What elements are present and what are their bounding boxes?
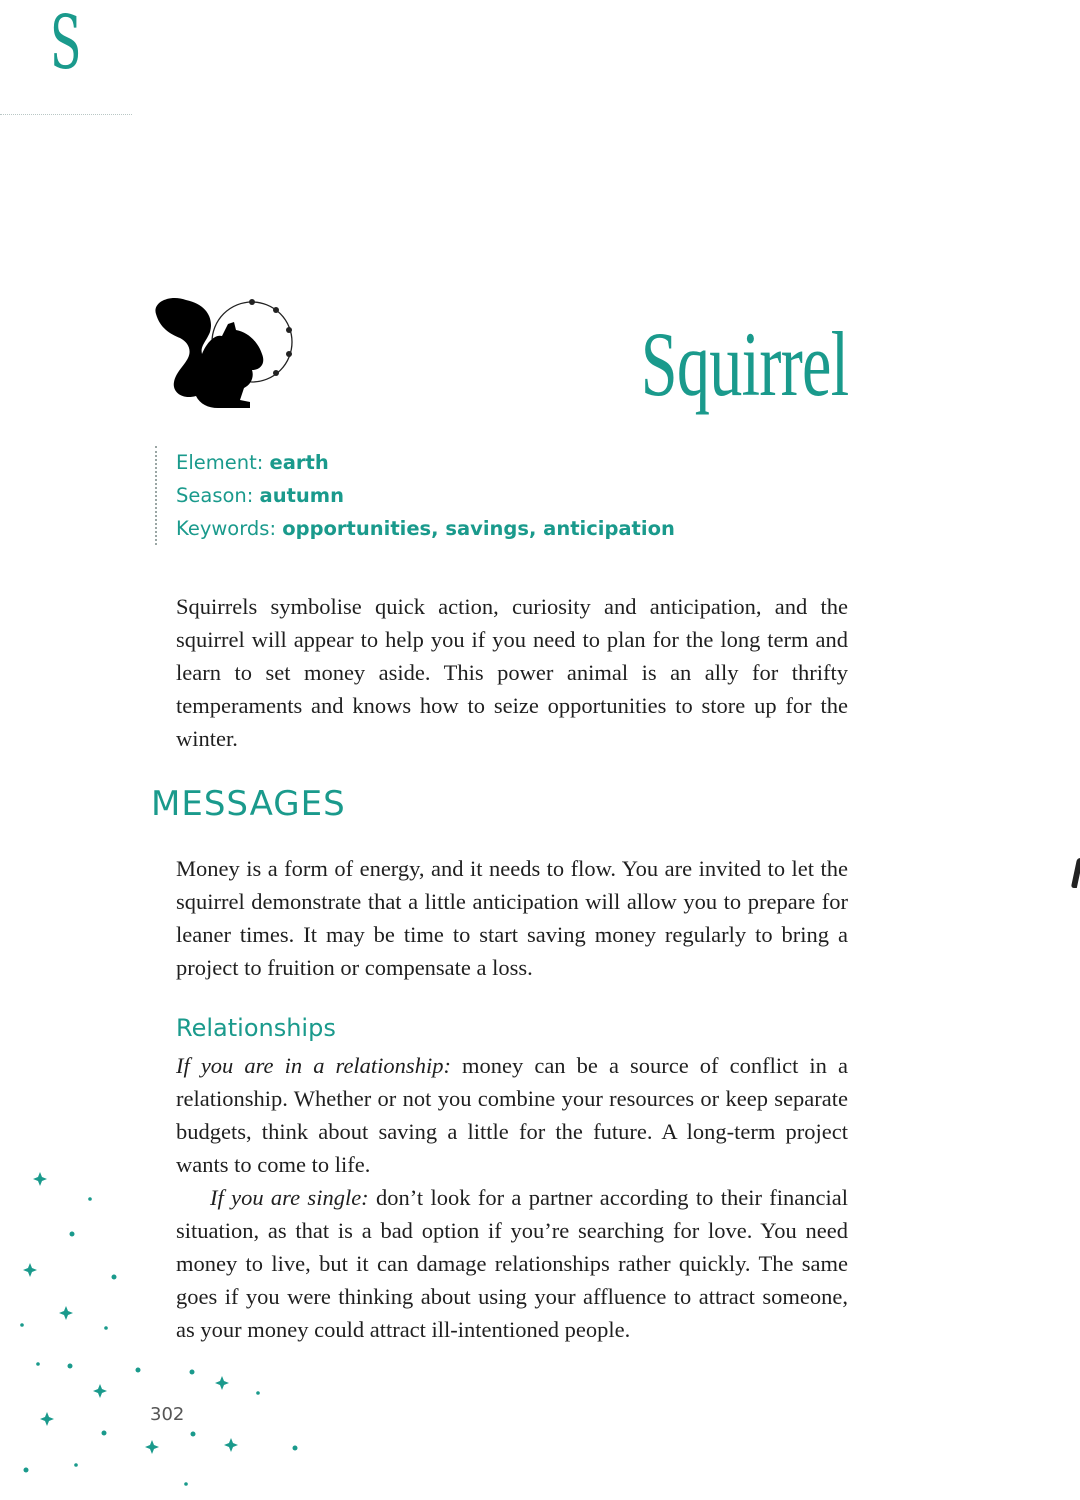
- entry-title: Squirrel: [640, 313, 848, 415]
- attribute-season: Season: autumn: [176, 484, 344, 507]
- paragraph-body: money can be a source of conflict in a relationship. Whether or not you combine your resources or keep separate budgets, think about saving a little for the future. A long-term project wants to come to life.: [176, 1053, 848, 1177]
- attributes-list: [155, 446, 675, 545]
- decorative-stars: [0, 1160, 300, 1500]
- chapter-divider: [0, 114, 132, 115]
- squirrel-silhouette-icon: [148, 284, 298, 412]
- attribute-element: Element: earth: [176, 451, 329, 474]
- messages-heading: MESSAGES: [151, 784, 346, 824]
- messages-paragraph: Money is a form of energy, and it needs to flow. You are invited to let the squirrel demonstrate that a little anticipation will allow you to prepare for leaner times. It may be time to start saving money regularly to bring a project to fruition or compensate a loss.: [176, 856, 848, 980]
- adjacent-page-edge: [1071, 858, 1080, 888]
- intro-paragraph: Squirrels symbolise quick action, curiosity and anticipation, and the squirrel will appear to help you if you need to plan for the long term and learn to set money aside. This power animal is an ally for thrifty temperaments and knows how to seize opportunities to store up for the winter.: [176, 594, 848, 751]
- paragraph-lead: If you are single:: [210, 1185, 369, 1210]
- paragraph-body: don’t look for a partner according to their financial situation, as that is a bad option if you’re searching for love. You need money to live, but it can damage relationships rather quickly. The same goes if you were thinking about using your affluence to attract someone, as your money could attract ill-intentioned people.: [176, 1185, 848, 1342]
- chapter-letter: S: [50, 0, 82, 86]
- page-number: 302: [150, 1404, 185, 1425]
- paragraph-lead: If you are in a relationship:: [176, 1053, 451, 1078]
- attribute-keywords: Keywords: opportunities, savings, anticipation: [176, 517, 675, 540]
- relationships-heading: Relationships: [176, 1014, 336, 1042]
